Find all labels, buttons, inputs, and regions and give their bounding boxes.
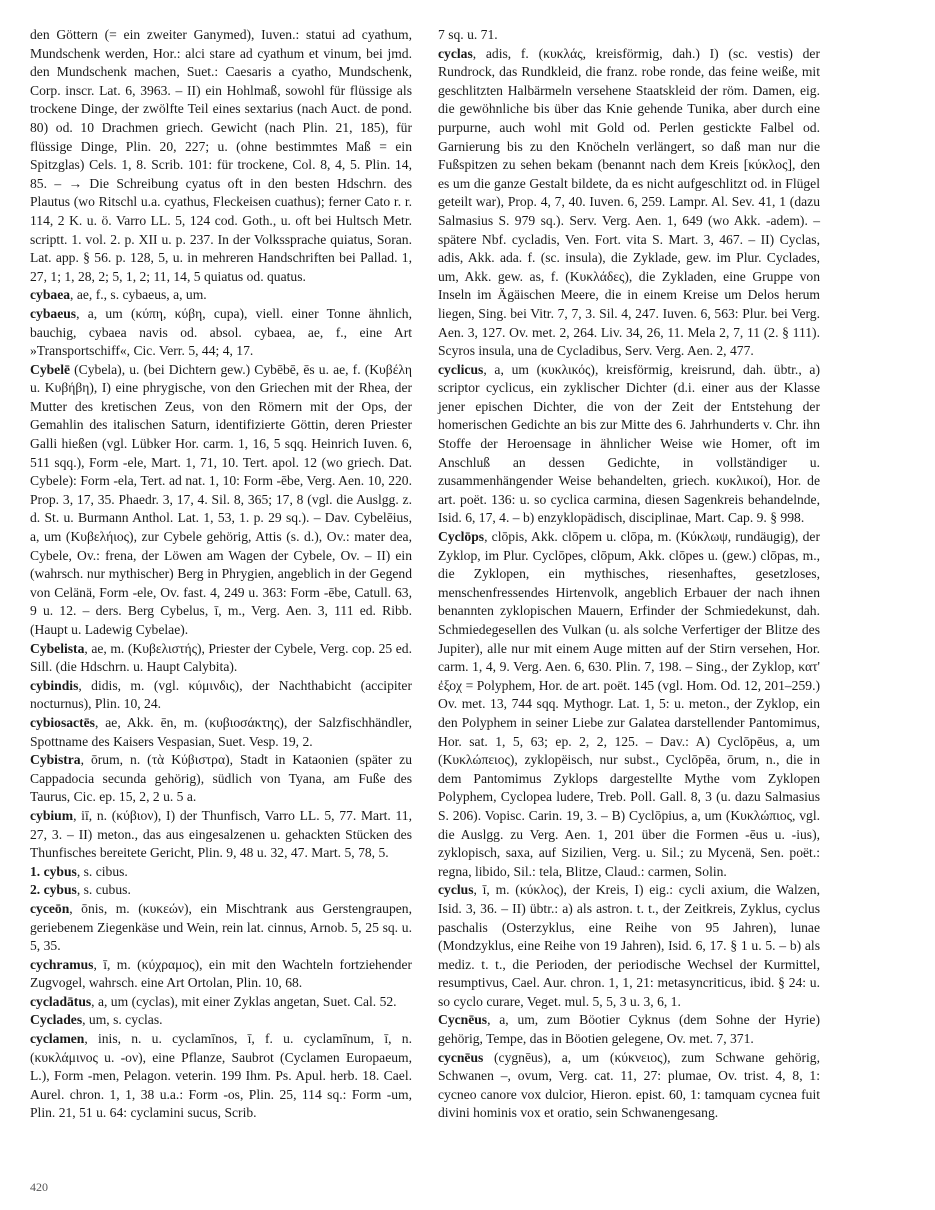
entry-continuation: 7 sq. u. 71. [438, 27, 498, 42]
dictionary-entry [438, 45, 820, 361]
headword: Cyclades [30, 1012, 83, 1028]
headword: Cybelē [30, 361, 71, 377]
dictionary-entry [30, 305, 412, 361]
dictionary-entry [30, 751, 412, 807]
entry-body: , ae, m. (Κυβελιστής), Priester der Cybele, Verg. cop. 25 ed. Sill. (die Hdschrn. u. Haupt Calybita). [30, 640, 412, 675]
dictionary-entry [30, 361, 412, 640]
headword: cybindis [30, 677, 79, 693]
entry-body: (Cybela), u. (bei Dichtern gew.) Cybēbē, ēs u. ae, f. (Κυβέλη u. Κυβήβη), I) eine phrygische, von den Griechen mit der Rhea, der Mutter des kretischen Zeus, von den Römern mit der Ops, der Gemahlin des italischen Saturn, identifizierte Göttin, deren Priester Galli hießen (vgl. Lübker Hor. carm. 1, 16, 5 sqq. Heinrich Iuven. 6, 511 sqq.), Form -ele, Mart. 1, 71, 10. Tert. apol. 12 (wo griech. Dat. Cybele): Form -ela, Tert. ad nat. 1, 10: Form -ēbe, Verg. Aen. 10, 220. Prop. 3, 17, 35. Phaedr. 3, 17, 4. Sil. 8, 365; 17, 8 (vgl. die Auslgg. z. d. St. u. Burmann Anthol. Lat. 1, 53, 1. p. 29 sq.). – Dav. Cybelēius, a, um (Κυβελήιος), zur Cybele gehörig, Attis (s. d.), Ov.: mater dea, Cybele, Ov.: frena, der Löwen am Wagen der Cybele, Ov. – II) ein (wahrsch. nur mythischer) Berg in Phrygien, angeblich in der Gegend von Celänä, Form -ele, Ov. fast. 4, 249 u. 363: Form -ēbe, Catull. 63, 9 u. 12. – ders. Berg Cybelus, ī, m., Verg. Aen. 3, 111 ed. Ribb. (Haupt u. Ladewig Cybelae). [30, 361, 412, 637]
entry-body: (cygnēus), a, um (κύκνειος), zum Schwane gehörig, Schwanen –, ovum, Verg. cat. 11, 27: plumae, Ov. trist. 4, 8, 1: cycneo canore vox dulcior, Hieron. epist. 60, 1: tamquam cycnea fuit divini hominis vox et oratio, sein Schwanengesang. [438, 1049, 820, 1121]
entry-body: , a, um (κυκλικός), kreisförmig, kreisrund, dah. übtr., a) scriptor cyclicus, ein zyklischer Dichter (d.i. einer aus der Klasse jener epischen Dichter, die von der Zeit der Entstehung der homerischen Gedichte an bis zur Mitte des 6. Jahrhunderts v. Chr. ihn Stoffe der Heroensage in ähnlicher Weise wie Homer, oft im Anschluß an dessen Gedichte, in vollständiger u. zusammenhängender Weise behandelten, griech. κυκλικοί), Hor. de art. poët. 136: u. so cyclica carmina, diesen Sagenkreis behandelnde, Isid. 6, 17, 4. – b) enzyklopädisch, disciplinae, Mart. Cap. 9. § 998. [438, 361, 820, 526]
headword: cyclus [438, 882, 474, 898]
headword: cybaeus [30, 305, 77, 321]
right-column [438, 26, 820, 1123]
dictionary-entry [30, 1030, 412, 1123]
entry-body: , clōpis, Akk. clōpem u. clōpa, m. (Κύκλωψ, rundäugig), der Zyklop, im Plur. Cyclōpes, clōpum, Akk. clōpes u. (gew.) clōpas, m., die Zyklopen, ein mythisches, riesenhaftes, gesetzloses, menschenfressendes Hirtenvolk, angeblich Erbauer der nach ihnen benannten zyklopischen Mauern, Erfinder der Schmiedekunst, dah. Schmiedegesellen des Vulkan (u. als solche Verfertiger der Blitze des Jupiter), alle nur mit einem Auge mitten auf der Stirn versehen, Hor. carm. 1, 4, 9. Verg. Aen. 6, 630. Plin. 7, 198. – Sing., der Zyklop, κατ' ἐξοχ = Polyphem, Hor. de art. poët. 145 (vgl. Hom. Od. 12, 201–259.) Ov. met. 13, 744 sqq. Mythogr. Lat. 1, 5: u. meton., der Zyklop, ein den Polyphem in seiner Liebe zur Galatea darstellender Pantomimus, Hor. sat. 1, 5, 63; ep. 2, 2, 125. – Dav.: A) Cyclōpēus, a, um (Κυκλώπειος), zyklopëisch, nur subst., Cyclōpēa, ōrum, n., die in dem Pantomimus Zyklops dargestellte Mythe vom Zyklopen Polyphem, Cyclopea ludere, Treb. Poll. Gall. 8, 3 (u. dazu Salmasius S. 206). Vopisc. Carin. 19, 3. – B) Cyclōpius, a, um (Κυκλώπιος, vgl. die Auslgg. zu Verg. Aen. 1, 201 über die Formen -ēus u. -ius), zyklopisch, saxa, auf Sizilien, Verg. u. Sil.; zu Mycenä, Sen. poët.: regna, libido, Sil.: tela, Blitze, Claud.: carmen, Solin. [438, 529, 820, 879]
entry-body: , ī, m. (κύκλος), der Kreis, I) eig.: cycli axium, die Walzen, Isid. 3, 36. – II) übtr.: a) als astron. t. t., der Zeitkreis, Zyklus, cyclus paschalis (Osterzyklus, eine Reihe von 95 Jahren), lunae (Mondzyklus, eine Reihe von 19 Jahren), Isid. 6, 17. § 1 u. 5. – b) als mediz. t. t., die Perioden, der periodische Wechsel der Kurmittel, resumptivus, Cael. Aur. chron. 1, 1, 21: metasyncriticus, ibid. § 24: u. so cyclo curare, Veget. mul. 5, 5, 3 u. 3, 6, 1. [438, 882, 820, 1009]
dictionary-entry [30, 900, 412, 956]
entry-body: , s. cubus. [76, 882, 131, 898]
entry-body: , inis, n. u. cyclamīnos, ī, f. u. cyclamīnum, ī, n. (κυκλάμινος u. -ον), eine Pflanze, Saubrot (Cyclamen Europaeum, L.), Form -men, Pelagon. veterin. 199 Ihm. Ps. Apul. herb. 18. Cael. Aurel. chron. 1, 1, 38 u.a.: Form -os, Plin. 25, 114 sq.: Form -um, Plin. 21, 51 u. 64: cyclamini sucus, Scrib. [30, 1031, 412, 1121]
headword: cychramus [30, 956, 94, 972]
entry-body: , iī, n. (κύβιον), I) der Thunfisch, Varro LL. 5, 77. Mart. 11, 27, 3. – II) meton., das aus eingesalzenen u. gehackten Stücken des Thunfisches bereitete Gericht, Plin. 9, 48 u. 32, 47. Mart. 5, 78, 5. [30, 807, 412, 861]
entry-body: , a, um (cyclas), mit einer Zyklas angetan, Suet. Cal. 52. [91, 993, 397, 1009]
dictionary-entry [30, 863, 412, 882]
entry-body: , s. cibus. [76, 863, 128, 879]
headword: Cybelista [30, 640, 85, 656]
dictionary-entry [30, 714, 412, 751]
headword: cyclamen [30, 1031, 85, 1047]
dictionary-entry [438, 361, 820, 528]
dictionary-entry [438, 881, 820, 1011]
headword: Cybistra [30, 752, 81, 768]
dictionary-entry [30, 956, 412, 993]
entry-body: , ae, Akk. ēn, m. (κυβιοσάκτης), der Salzfischhändler, Spottname des Kaisers Vespasian, Suet. Vesp. 19, 2. [30, 714, 412, 749]
entry-body: , a, um (κύπη, κύβη, cupa), viell. einer Tonne ähnlich, bauchig, cybaea navis od. absol. cybaea, ae, f., eine Art »Transportschiff«, Cic. Verr. 5, 44; 4, 17. [30, 305, 412, 359]
dictionary-entry [30, 881, 412, 900]
left-column [30, 26, 412, 1123]
entry-body: , um, s. cyclas. [82, 1012, 163, 1028]
headword: cyceōn [30, 900, 70, 916]
dictionary-entry [30, 677, 412, 714]
dictionary-entry [30, 286, 412, 305]
headword: 2. cybus [30, 882, 77, 898]
headword: Cycnēus [438, 1012, 488, 1028]
headword: cyclas [438, 45, 473, 61]
page-number: 420 [30, 1180, 48, 1194]
dictionary-entry [30, 1011, 412, 1030]
headword: cybium [30, 807, 74, 823]
dictionary-entry [30, 993, 412, 1012]
entry-body: , ī, m. (κύχραμος), ein mit den Wachteln fortziehender Zugvogel, wahrsch. eine Art Ortolan, Plin. 10, 68. [30, 956, 412, 991]
headword: cyclicus [438, 361, 484, 377]
headword: 1. cybus [30, 863, 77, 879]
entry-body: , didis, m. (vgl. κύμινδις), der Nachthabicht (accipiter nocturnus), Plin. 10, 24. [30, 677, 412, 712]
headword: cybaea [30, 287, 71, 303]
entry-body: , adis, f. (κυκλάς, kreisförmig, dah.) I) (sc. vestis) der Rundrock, das Rundkleid, die franz. robe ronde, das feine weiße, mit geschlitzten Halbärmeln versehene Staatskleid der röm. Damen, eig. die gewöhnliche bis über das Knie gehende Tunika, aber durch eine purpurne, auch wohl mit Gold od. Perlen gestickte Falbel od. Garnierung bis zu den Knöcheln verlängert, so daß man nur die Fußspitzen zu sehen bekam (benannt nach dem Kreis [κύκλος], den es um die ganze Gestalt bildete, da es nicht aufgeschlitzt od. in Flügel geteilt war), Prop. 4, 7, 40. Iuven. 6, 259. Lampr. Al. Sev. 41, 1 (dazu Salmasius S. 979 sq.). Serv. Verg. Aen. 1, 649 (wo Akk. -adem). – spätere Nbf. cycladis, Ven. Fort. vita S. Mart. 3, 467. – II) Cyclas, adis, Akk. ada. f. (sc. insula), die Zyklade, gew. im Plur. Cyclades, um, Akk. gew. as, f. (Κυκλάδες), die Zykladen, eine Gruppe von Inseln im Ägäischen Meere, die in einem Kreise um Delos herum liegen, Sing. bei Vitr. 7, 7, 3. Sil. 4, 247. Iuven. 6, 563: Plur. bei Verg. Aen. 3, 127. Ov. met. 2, 264. Liv. 34, 26, 11. Mela 2, 7, 11 (2. § 111). Scyros insula, una de Cycladibus, Serv. Verg. Aen. 2, 477. [438, 45, 820, 359]
dictionary-entry [30, 807, 412, 863]
headword: cybiosactēs [30, 714, 95, 730]
entry-body: , ōrum, n. (τὰ Κύβιστρα), Stadt in Kataonien (später zu Cappadocia secunda gehörig), südlich von Tyana, am Fuße des Taurus, Cic. ep. 15, 2, 2 u. 5 a. [30, 752, 412, 805]
dictionary-entry [438, 528, 820, 881]
entry-body: , ae, f., s. cybaeus, a, um. [70, 287, 207, 303]
headword: Cyclōps [438, 529, 485, 545]
headword: cycladātus [30, 993, 92, 1009]
dictionary-entry [438, 1049, 820, 1123]
entry-body: , ōnis, m. (κυκεών), ein Mischtrank aus Gerstengraupen, geriebenem Ziegenkäse und Wein, rein lat. cinnus, Arnob. 5, 25 sq. u. 5, 35. [30, 900, 412, 954]
entry-body: , a, um, zum Böotier Cyknus (dem Sohne der Hyrie) gehörig, Tempe, das in Böotien gelegene, Ov. met. 7, 371. [438, 1012, 820, 1047]
dictionary-entry [438, 1011, 820, 1048]
headword: cycnēus [438, 1049, 484, 1065]
dictionary-entry [30, 640, 412, 677]
entry-continuation: den Göttern (= ein zweiter Ganymed), Iuven.: statui ad cyathum, Mundschenk werden, Hor.: alci stare ad cyathum et vinum, bei jmd. den Mundschenk machen, Suet.: Caesaris a cyatho, Mundschenk, Corp. inscr. Lat. 6, 3963. – II) ein Hohlmaß, sowohl für flüssige als trockene Dinge, der zwölfte Teil eines sextarius (nach Auct. de pond. 80) od. 10 Drachmen griech. Gewicht (nach Plin. 21, 185), für flüssige Dinge, Plin. 20, 227; u. (ohne bestimmtes Maß = ein Spitzglas) Cels. 1, 8. Scrib. 101: für trockene, Col. 8, 4, 5. Plin. 14, 85. – → Die Schreibung cyatus oft in den besten Hdschrn. des Plautus (wo Ritschl u.a. cyathus, Fleckeisen cuathus); ferner Cato r. r. 114, 2 K. u. ö. Varro LL. 5, 124 cod. Goth., u. oft bei Hultsch Metr. scriptt. 1. vol. 2. p. XII u. p. 237. In der Volkssprache quiatus, Soran. Lat. app. § 56. p. 128, 5, u. in mehreren Handschriften bei Pallad. 1, 27, 1; 1, 28, 2; 5, 1, 2; 11, 14, 5 quiatus od. quatus. [30, 27, 412, 284]
